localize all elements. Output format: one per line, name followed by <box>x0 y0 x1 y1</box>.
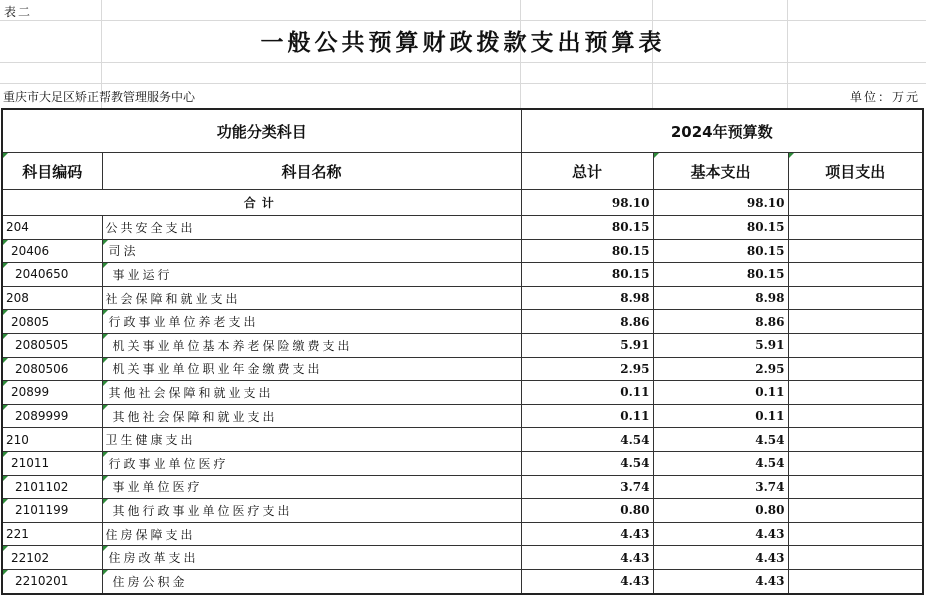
cell-basic-text: 4.54 <box>755 432 785 447</box>
cell-total-text: 80.15 <box>611 243 650 258</box>
cell-basic[interactable] <box>653 569 788 593</box>
cell-code-text: 2040650 <box>15 267 69 282</box>
cell-total-text: 4.54 <box>620 432 650 447</box>
header-code[interactable] <box>2 153 102 190</box>
cell-basic-text: 2.95 <box>755 361 785 376</box>
cell-basic-text: 0.11 <box>755 409 785 424</box>
cell-code-text: 221 <box>6 527 29 542</box>
cell-code[interactable] <box>2 239 102 263</box>
cell-code-text: 208 <box>6 291 29 306</box>
comment-marker-icon <box>103 263 108 268</box>
cell-name-text: 住房改革支出 <box>108 551 199 566</box>
cell-code[interactable] <box>2 357 102 381</box>
cell-total[interactable] <box>521 333 653 357</box>
cell-name[interactable] <box>102 546 521 570</box>
cell-total-text: 80.15 <box>611 267 650 282</box>
cell-code[interactable] <box>2 216 102 240</box>
cell-name[interactable] <box>102 357 521 381</box>
cell-total-text: 4.43 <box>620 550 650 565</box>
cell-code-text: 2080505 <box>15 338 69 353</box>
cell-project[interactable] <box>788 333 923 357</box>
table-row <box>2 357 923 381</box>
cell-total-text: 8.98 <box>620 291 650 306</box>
cell-total[interactable] <box>521 569 653 593</box>
header-code-label: 科目编码 <box>22 162 83 181</box>
comment-marker-icon <box>3 570 8 575</box>
comment-marker-icon <box>3 476 8 481</box>
comment-marker-icon <box>3 334 8 339</box>
cell-code-text: 20406 <box>11 243 50 258</box>
cell-name-text: 事业单位医疗 <box>112 480 203 495</box>
cell-code-text: 22102 <box>11 550 50 565</box>
cell-total-text: 80.15 <box>611 220 650 235</box>
table-row <box>2 475 923 499</box>
cell-total[interactable] <box>521 404 653 428</box>
cell-name-text: 司法 <box>108 244 139 259</box>
cell-total-text: 4.43 <box>620 574 650 589</box>
cell-total-text: 0.11 <box>620 409 650 424</box>
cell-total[interactable] <box>521 286 653 310</box>
cell-total-text: 5.91 <box>620 338 650 353</box>
cell-total[interactable] <box>521 239 653 263</box>
header-project-label: 项目支出 <box>825 162 886 181</box>
cell-name-text: 其他行政事业单位医疗支出 <box>112 503 293 518</box>
cell-code[interactable] <box>2 404 102 428</box>
cell-total[interactable] <box>521 310 653 334</box>
cell-basic[interactable] <box>653 428 788 452</box>
header-budget-year[interactable]: 2024年预算数 <box>521 109 923 153</box>
cell-basic[interactable] <box>653 263 788 287</box>
unit-label: 单位：万元 <box>849 90 920 104</box>
cell-code[interactable] <box>2 428 102 452</box>
cell-name[interactable] <box>102 569 521 593</box>
cell-code[interactable] <box>2 451 102 475</box>
cell-code[interactable] <box>2 310 102 334</box>
cell-name[interactable] <box>102 286 521 310</box>
cell-basic[interactable] <box>653 216 788 240</box>
header-total[interactable]: 总计 <box>521 153 653 190</box>
cell-project[interactable] <box>788 475 923 499</box>
header-row-columns <box>2 153 923 190</box>
cell-project[interactable] <box>788 428 923 452</box>
cell-project[interactable] <box>788 381 923 405</box>
cell-total[interactable] <box>521 475 653 499</box>
page-title: 一般公共预算财政拨款支出预算表 <box>260 29 666 56</box>
cell-basic-text: 4.54 <box>755 456 785 471</box>
cell-total-text: 3.74 <box>620 479 650 494</box>
cell-basic[interactable] <box>653 499 788 523</box>
cell-project[interactable] <box>788 239 923 263</box>
cell-basic[interactable] <box>653 381 788 405</box>
comment-marker-icon <box>789 153 794 158</box>
header-project[interactable] <box>788 153 923 190</box>
cell-project[interactable] <box>788 263 923 287</box>
cell-basic[interactable] <box>653 333 788 357</box>
cell-name-text: 机关事业单位基本养老保险缴费支出 <box>112 338 353 353</box>
comment-marker-icon <box>103 310 108 315</box>
cell-basic[interactable] <box>653 475 788 499</box>
cell-total[interactable] <box>521 546 653 570</box>
cell-basic-text: 8.86 <box>755 314 785 329</box>
cell-basic-text: 3.74 <box>755 479 785 494</box>
cell-basic[interactable] <box>653 310 788 334</box>
cell-code-text: 2101199 <box>15 503 69 518</box>
header-row-group <box>2 109 923 153</box>
cell-code[interactable] <box>2 333 102 357</box>
header-functional-classification[interactable]: 功能分类科目 <box>2 109 521 153</box>
cell-code[interactable] <box>2 381 102 405</box>
cell-basic-text: 5.91 <box>755 338 785 353</box>
cell-total-text: 4.43 <box>620 527 650 542</box>
header-basic[interactable] <box>653 153 788 190</box>
comment-marker-icon <box>103 240 108 245</box>
comment-marker-icon <box>3 358 8 363</box>
comment-marker-icon <box>103 381 108 386</box>
cell-basic[interactable] <box>653 546 788 570</box>
cell-code-text: 21011 <box>11 456 50 471</box>
cell-code-text: 210 <box>6 432 29 447</box>
cell-name[interactable] <box>102 239 521 263</box>
comment-marker-icon <box>3 263 8 268</box>
comment-marker-icon <box>3 499 8 504</box>
cell-code[interactable] <box>2 569 102 593</box>
cell-total-text: 8.86 <box>620 314 650 329</box>
cell-name[interactable] <box>102 333 521 357</box>
total-project[interactable] <box>788 190 923 216</box>
cell-code-text: 2080506 <box>15 361 69 376</box>
cell-name[interactable] <box>102 216 521 240</box>
cell-basic[interactable] <box>653 357 788 381</box>
total-sum[interactable]: 98.10 <box>521 190 653 216</box>
cell-name[interactable] <box>102 499 521 523</box>
cell-total[interactable] <box>521 216 653 240</box>
cell-code[interactable] <box>2 522 102 546</box>
comment-marker-icon <box>3 153 8 158</box>
cell-code[interactable] <box>2 286 102 310</box>
cell-project[interactable] <box>788 499 923 523</box>
comment-marker-icon <box>3 240 8 245</box>
comment-marker-icon <box>103 546 108 551</box>
cell-name[interactable] <box>102 404 521 428</box>
cell-code[interactable] <box>2 475 102 499</box>
cell-total[interactable] <box>521 428 653 452</box>
cell-project[interactable] <box>788 216 923 240</box>
cell-project[interactable] <box>788 569 923 593</box>
cell-project[interactable] <box>788 357 923 381</box>
cell-code-text: 2101102 <box>15 479 69 494</box>
table-row <box>2 499 923 523</box>
gridline <box>0 20 926 21</box>
cell-name[interactable] <box>102 381 521 405</box>
cell-code-text: 20805 <box>11 314 50 329</box>
comment-marker-icon <box>103 405 108 410</box>
table-row <box>2 216 923 240</box>
cell-name-text: 住房保障支出 <box>105 527 196 542</box>
gridline <box>0 83 926 84</box>
cell-total-text: 2.95 <box>620 361 650 376</box>
cell-basic[interactable] <box>653 451 788 475</box>
comment-marker-icon <box>103 452 108 457</box>
table-number: 表二 <box>4 5 33 19</box>
cell-code[interactable] <box>2 546 102 570</box>
cell-total-text: 0.80 <box>620 503 650 518</box>
cell-code-text: 204 <box>6 220 29 235</box>
table-row <box>2 286 923 310</box>
cell-project[interactable] <box>788 310 923 334</box>
budget-table <box>1 108 924 595</box>
cell-name-text: 卫生健康支出 <box>105 433 196 448</box>
cell-total[interactable] <box>521 381 653 405</box>
cell-basic-text: 80.15 <box>746 267 785 282</box>
cell-project[interactable] <box>788 404 923 428</box>
cell-basic-text: 80.15 <box>746 220 785 235</box>
comment-marker-icon <box>103 358 108 363</box>
cell-basic-text: 0.11 <box>755 385 785 400</box>
cell-name[interactable] <box>102 310 521 334</box>
comment-marker-icon <box>3 546 8 551</box>
cell-basic-text: 4.43 <box>755 527 785 542</box>
cell-total[interactable] <box>521 499 653 523</box>
table-row <box>2 239 923 263</box>
table-row <box>2 263 923 287</box>
cell-name-text: 公共安全支出 <box>105 220 196 235</box>
table-row <box>2 546 923 570</box>
table-row <box>2 569 923 593</box>
cell-basic[interactable] <box>653 404 788 428</box>
header-name[interactable]: 科目名称 <box>102 153 521 190</box>
cell-basic-text: 80.15 <box>746 243 785 258</box>
cell-code-text: 2089999 <box>15 409 69 424</box>
table-row <box>2 310 923 334</box>
header-basic-label: 基本支出 <box>690 162 751 181</box>
unit-name: 重庆市大足区矫正帮教管理服务中心 <box>3 90 196 104</box>
cell-basic-text: 8.98 <box>755 291 785 306</box>
cell-name-text: 住房公积金 <box>112 574 188 589</box>
comment-marker-icon <box>103 476 108 481</box>
cell-basic[interactable] <box>653 522 788 546</box>
cell-total[interactable] <box>521 357 653 381</box>
comment-marker-icon <box>3 310 8 315</box>
cell-name-text: 其他社会保障和就业支出 <box>108 385 274 400</box>
comment-marker-icon <box>103 499 108 504</box>
table-row <box>2 381 923 405</box>
cell-name-text: 事业运行 <box>112 267 173 282</box>
cell-project[interactable] <box>788 522 923 546</box>
cell-total[interactable] <box>521 451 653 475</box>
cell-name[interactable] <box>102 522 521 546</box>
cell-total[interactable] <box>521 263 653 287</box>
cell-project[interactable] <box>788 286 923 310</box>
cell-name-text: 机关事业单位职业年金缴费支出 <box>112 362 323 377</box>
comment-marker-icon <box>3 405 8 410</box>
cell-name[interactable] <box>102 451 521 475</box>
cell-basic[interactable] <box>653 239 788 263</box>
cell-basic[interactable] <box>653 286 788 310</box>
cell-name[interactable] <box>102 475 521 499</box>
cell-name-text: 社会保障和就业支出 <box>105 291 241 306</box>
cell-total-text: 0.11 <box>620 385 650 400</box>
cell-total-text: 4.54 <box>620 456 650 471</box>
cell-name[interactable] <box>102 428 521 452</box>
cell-basic-text: 4.43 <box>755 574 785 589</box>
cell-name[interactable] <box>102 263 521 287</box>
cell-basic-text: 4.43 <box>755 550 785 565</box>
cell-name-text: 其他社会保障和就业支出 <box>112 409 278 424</box>
table-row <box>2 333 923 357</box>
table-row <box>2 404 923 428</box>
cell-name-text: 行政事业单位养老支出 <box>108 315 259 330</box>
cell-project[interactable] <box>788 451 923 475</box>
total-label[interactable]: 合计 <box>2 190 521 216</box>
total-basic[interactable]: 98.10 <box>653 190 788 216</box>
cell-basic-text: 0.80 <box>755 503 785 518</box>
cell-code-text: 20899 <box>11 385 50 400</box>
table-row <box>2 428 923 452</box>
comment-marker-icon <box>103 334 108 339</box>
total-row <box>2 190 923 216</box>
gridline <box>0 62 926 63</box>
cell-project[interactable] <box>788 546 923 570</box>
cell-total[interactable] <box>521 522 653 546</box>
cell-code[interactable] <box>2 263 102 287</box>
cell-name-text: 行政事业单位医疗 <box>108 456 229 471</box>
table-row <box>2 522 923 546</box>
comment-marker-icon <box>654 153 659 158</box>
comment-marker-icon <box>3 381 8 386</box>
table-row <box>2 451 923 475</box>
cell-code[interactable] <box>2 499 102 523</box>
cell-code-text: 2210201 <box>15 574 69 589</box>
comment-marker-icon <box>103 570 108 575</box>
comment-marker-icon <box>3 452 8 457</box>
